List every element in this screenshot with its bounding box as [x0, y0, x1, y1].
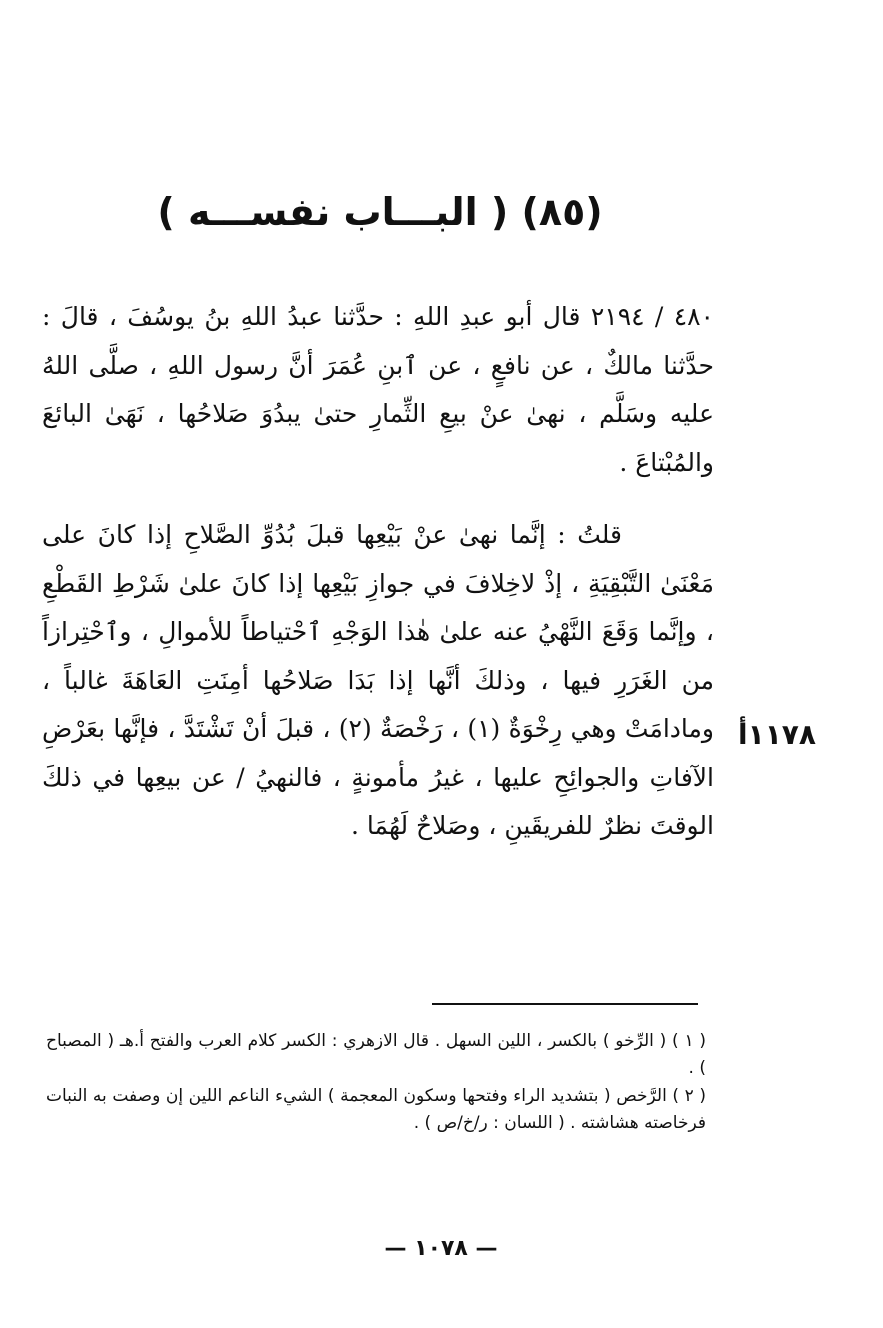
margin-manuscript-folio: ١١٧٨أ: [738, 718, 816, 751]
footnote-1: ( ١ ) ( الرِّخو ) بالكسر ، اللين السهل . قال الازهري : الكسر كلام العرب والفتح أ.هـ ( المصباح ) .: [46, 1031, 706, 1078]
chapter-heading: (٨٥) ( البـــاب نفســـه ): [157, 190, 603, 234]
page-number: — ١٠٧٨ —: [384, 1236, 498, 1261]
hadith-paragraph: ٤٨٠ / ٢١٩٤ قال أبو عبدِ اللهِ : حدَّثنا عبدُ اللهِ بنُ يوسُفَ ، قالَ : حدَّثنا مالكٌ ، عن نافعٍ ، عن ٱبنِ عُمَرَ أنَّ رسول اللهِ ، صلَّى اللهُ عليه وسَلَّم ، نهىٰ عنْ بيعِ الثِّمارِ حتىٰ يبدُوَ صَلاحُها ، نَهَىٰ البائعَ والمُبْتاعَ .: [42, 302, 714, 477]
footnote-2: ( ٢ ) الرَّخص ( بتشديد الراء وفتحها وسكون المعجمة ) الشيء الناعم اللين إن وصفت به النبات فرخاصته هشاشته . ( اللسان : ر/خ/ص ) .: [46, 1086, 706, 1133]
footnote-divider: [432, 1003, 698, 1005]
commentary-paragraph: قلتُ : إنَّما نهىٰ عنْ بَيْعِها قبلَ بُدُوِّ الصَّلاحِ إذا كانَ على مَعْنَىٰ التَّبْقِيَةِ ، إذْ لاخِلافَ في جوازِ بَيْعِها إذا كانَ علىٰ شَرْطِ القَطْعِ ، وإنَّما وَقَعَ النَّهْيُ عنه علىٰ هٰذا الوَجْهِ ٱحْتياطاً للأموالِ ، وٱحْتِرازاً من الغَرَرِ فيها ، وذلكَ أنَّها إذا بَدَا صَلاحُها أمِنَتِ العَاهَةَ غالباً ، ومادامَتْ وهي رِخْوَةٌ (١) ، رَخْصَةٌ (٢) ، قبلَ أنْ تَشْتَدَّ ، فإنَّها بعَرْضِ الآفاتِ والجوائِحِ عليها ، غيرُ مأمونةٍ ، فالنهيُ / عن بيعِها في ذلكَ الوقتَ نظرٌ للفريقَينِ ، وصَلاحٌ لَهُمَا .: [42, 520, 714, 840]
footnotes: [46, 1028, 706, 1138]
